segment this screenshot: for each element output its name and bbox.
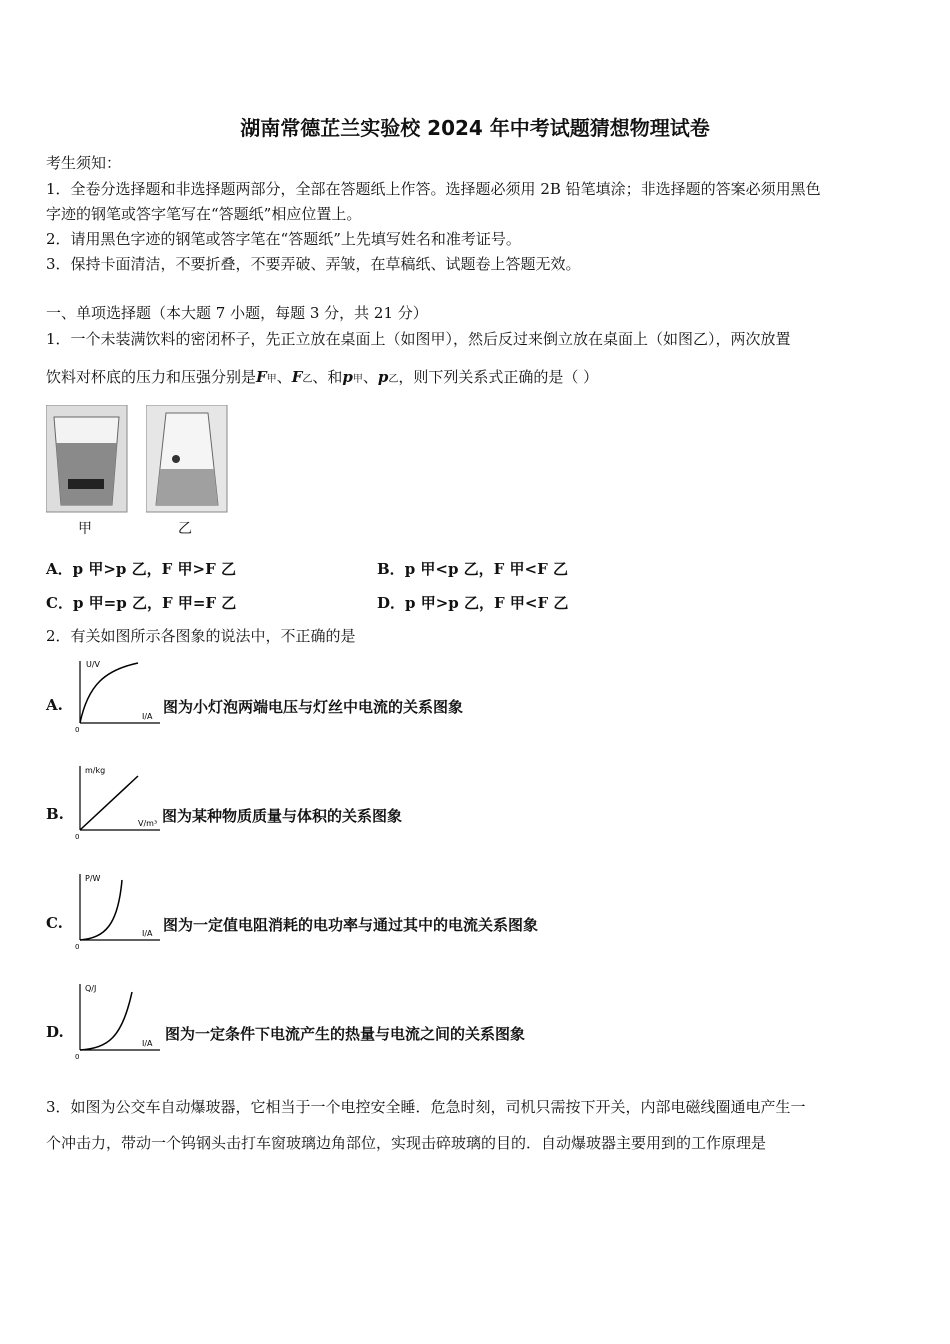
question-3-stem: 3．如图为公交车自动爆玻器，它相当于一个电控安全睡．危急时刻，司机只需按下开关，内部电磁线圈通电产生一 <box>46 1098 806 1116</box>
question-3-stem-line2: 个冲击力，带动一个钨钢头击打车窗玻璃边角部位，实现击碎玻璃的目的．自动爆玻器主要用到的工作原理是 <box>46 1134 767 1152</box>
q2-option-a-label[interactable]: A. <box>46 696 63 714</box>
question-2-stem: 2．有关如图所示各图象的说法中，不正确的是 <box>46 627 356 645</box>
q2-option-c-text: 图为一定值电阻消耗的电功率与通过其中的电流关系图象 <box>163 916 539 934</box>
notice-item: 3．保持卡面清洁，不要折叠，不要弄破、弄皱，在草稿纸、试题卷上答题无效。 <box>46 255 581 273</box>
graph-m-v <box>70 762 162 842</box>
cup-inverted-image <box>146 405 228 513</box>
y-axis-label: P/W <box>85 874 101 883</box>
origin-label: 0 <box>75 726 80 734</box>
figure-caption-jia: 甲 <box>78 521 92 537</box>
graph-p-i <box>70 870 162 950</box>
graph-u-i <box>70 655 162 735</box>
option-b[interactable]: B．p 甲<p 乙，F 甲<F 乙 <box>377 560 568 578</box>
origin-label: 0 <box>75 1053 80 1060</box>
q2-option-c-label[interactable]: C. <box>46 914 63 932</box>
notice-item: 1．全卷分选择题和非选择题两部分，全部在答题纸上作答。选择题必须用 2B 铅笔填涂；非选择题的答案必须用黑色 <box>46 180 821 198</box>
notice-heading: 考生须知： <box>46 154 122 172</box>
y-axis-label: U/V <box>86 660 101 669</box>
origin-label: 0 <box>75 833 80 841</box>
x-axis-label: V/m³ <box>138 819 158 828</box>
page-title: 湖南常德芷兰实验校 2024 年中考试题猜想物理试卷 <box>240 116 710 140</box>
q2-option-d-text: 图为一定条件下电流产生的热量与电流之间的关系图象 <box>165 1025 526 1043</box>
cup-upright-image <box>46 405 128 513</box>
y-axis-label: m/kg <box>85 766 106 775</box>
origin-label: 0 <box>75 943 80 950</box>
x-axis-label: I/A <box>142 712 153 721</box>
notice-item: 字迹的钢笔或答字笔写在“答题纸”相应位置上。 <box>46 205 362 223</box>
option-c[interactable]: C．p 甲=p 乙，F 甲=F 乙 <box>46 594 237 612</box>
option-d[interactable]: D．p 甲>p 乙，F 甲<F 乙 <box>377 594 569 612</box>
q2-option-b-label[interactable]: B. <box>46 805 64 823</box>
x-axis-label: I/A <box>142 1039 153 1048</box>
notice-item: 2．请用黑色字迹的钢笔或答字笔在“答题纸”上先填写姓名和准考证号。 <box>46 230 521 248</box>
figure-caption-yi: 乙 <box>178 521 192 537</box>
graph-q-i <box>70 980 162 1060</box>
x-axis-label: I/A <box>142 929 153 938</box>
question-1-stem-line2: 饮料对杯底的压力和压强分别是F甲、F乙、和p甲、p乙，则下列关系式正确的是（ ） <box>46 368 599 386</box>
q2-option-d-label[interactable]: D. <box>46 1023 64 1041</box>
section-heading: 一、单项选择题（本大题 7 小题，每题 3 分，共 21 分） <box>46 304 428 322</box>
y-axis-label: Q/J <box>85 984 97 993</box>
question-1-stem: 1．一个未装满饮料的密闭杯子，先正立放在桌面上（如图甲），然后反过来倒立放在桌面上（如图乙），两次放置 <box>46 330 791 348</box>
q2-option-b-text: 图为某种物质质量与体积的关系图象 <box>162 807 403 825</box>
option-a[interactable]: A．p 甲>p 乙，F 甲>F 乙 <box>46 560 236 578</box>
q2-option-a-text: 图为小灯泡两端电压与灯丝中电流的关系图象 <box>163 698 464 716</box>
